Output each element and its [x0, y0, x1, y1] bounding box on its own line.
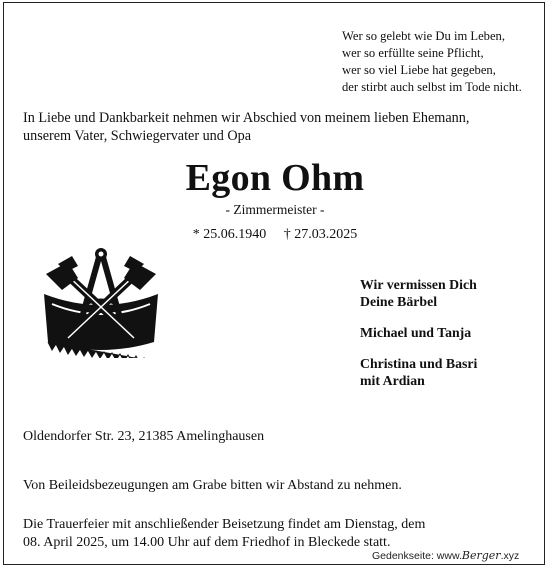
condolence-request: Von Beileidsbezeugungen am Grabe bitten wir Abstand zu nehmen.: [23, 478, 402, 493]
ceremony-line: 08. April 2025, um 14.00 Uhr auf dem Friedhof in Bleckede statt.: [23, 535, 391, 550]
death-date: † 27.03.2025: [283, 227, 358, 242]
intro-text: [23, 109, 523, 145]
carpenter-guild-emblem-icon: [38, 246, 164, 358]
birth-date: * 25.06.1940: [192, 227, 267, 242]
poem-line: wer so viel Liebe hat gegeben,: [342, 63, 496, 77]
ceremony-line: Die Trauerfeier mit anschließender Beisetzung findet am Dienstag, dem: [23, 517, 426, 532]
memorial-page-link[interactable]: [372, 549, 519, 562]
mourner-line: Wir vermissen Dich: [360, 277, 477, 292]
family-address: Oldendorfer Str. 23, 21385 Amelinghausen: [23, 429, 265, 444]
mourners-list: [360, 276, 477, 403]
life-dates: [0, 227, 550, 243]
mourner-group: [360, 324, 477, 341]
footer-brand: Berger: [461, 549, 501, 562]
mourner-group: [360, 276, 477, 310]
deceased-name: Egon Ohm: [185, 157, 365, 199]
footer-label: Gedenkseite: www.: [372, 550, 462, 562]
ceremony-info: [23, 516, 523, 552]
deceased-profession: - Zimmermeister -: [225, 202, 325, 217]
mourner-line: Michael und Tanja: [360, 325, 472, 340]
intro-line: unserem Vater, Schwiegervater und Opa: [23, 128, 252, 144]
poem-line: wer so erfüllte seine Pflicht,: [342, 46, 484, 60]
poem-line: der stirbt auch selbst im Tode nicht.: [342, 80, 522, 94]
poem-line: Wer so gelebt wie Du im Leben,: [342, 29, 506, 43]
mourner-line: Deine Bärbel: [360, 294, 438, 309]
footer-suffix: .xyz: [500, 550, 520, 562]
mourner-line: Christina und Basri: [360, 356, 478, 371]
intro-line: In Liebe und Dankbarkeit nehmen wir Abschied von meinem lieben Ehemann,: [23, 110, 470, 126]
mourner-group: [360, 355, 477, 389]
mourner-line: mit Ardian: [360, 373, 425, 388]
poem: [342, 28, 522, 96]
